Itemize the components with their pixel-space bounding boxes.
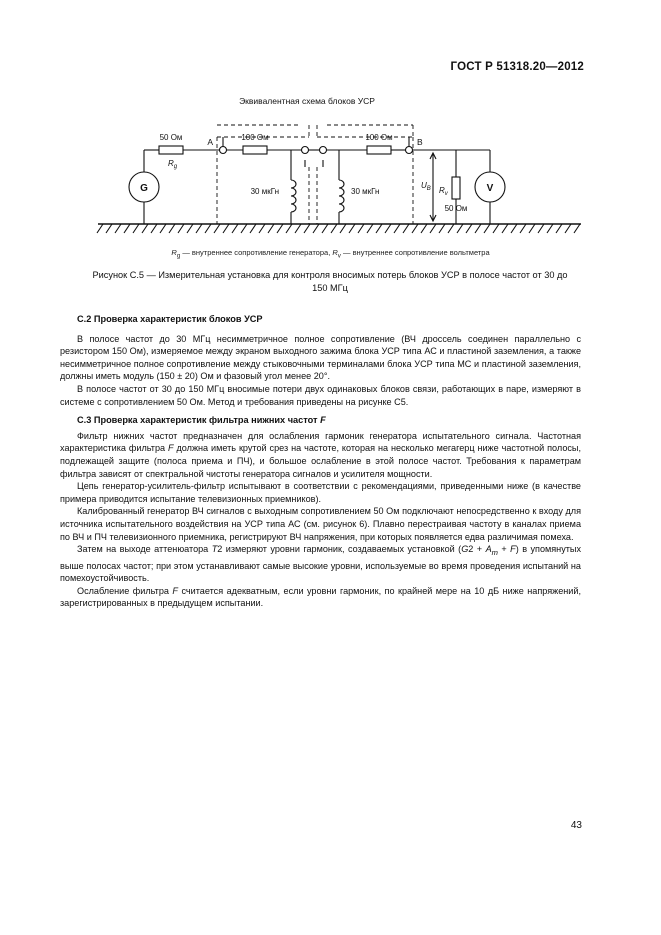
section-c3-paragraph: Ослабление фильтра F считается адекватным, если уровни гармоник, по крайней мере на 10 дБ ниже напряжений, зарегистрированных в предыдущем испытании.: [60, 585, 581, 609]
label-generator: G: [140, 183, 148, 194]
terminal-a: [220, 147, 227, 154]
label-rv: $R_v$: [439, 186, 448, 197]
label-rg: $R_g$: [168, 159, 178, 170]
terminal-b: [406, 147, 413, 154]
resistor-100-left: [243, 146, 267, 154]
section-c2-paragraph: В полосе частот от 30 до 150 МГц вносимые потери двух одинаковых блоков связи, работающих в паре, измеряют в системе с сопротивлением 50 Ом. Метод и требования приведены на рисунке С5.: [60, 383, 581, 407]
connector-mid-left: [302, 147, 309, 154]
page-number: 43: [570, 820, 582, 831]
figure-legend: $R_g$ — внутреннее сопротивление генератора, $R_v$ — внутреннее сопротивление вольтметра: [171, 248, 490, 260]
section-c3-paragraph: Калиброванный генератор ВЧ сигналов с выходным сопротивлением 50 Ом подключают непосредственно к входу для источника испытательного воздействия на УСР типа АС (см. рисунок 6). Плавно перестраивая частоту в каналах приема по ВЧ и ПЧ телевизионного приемника, регистрируют ВЧ напряжения, при которых появляется едва различимая помеха.: [60, 506, 581, 542]
label-terminal-a: A: [207, 137, 213, 147]
standard-header: ГОСТ Р 51318.20—2012: [450, 61, 584, 73]
circuit-figure: [95, 85, 585, 245]
label-voltmeter: V: [486, 183, 494, 194]
label-u: $U_B$: [421, 181, 431, 192]
section-c3-title: С.3 Проверка характеристик фильтра нижних частот F: [77, 415, 326, 426]
section-c3-paragraph: Фильтр нижних частот предназначен для ослабления гармоник генератора испытательного сигнала. Частотная характеристика фильтра F должна иметь крутой срез на частоте, которая на несколько мегагерц ниже частотной полосы, подлежащей защите (полоса приема и ПЧ), и большое ослабление в этой полосе частот. Требования к параметрам фильтра зависят от спектральной чистоты генератора сигналов и усилителя мощности.: [60, 430, 581, 479]
figure-title: Эквивалентная схема блоков УСР: [239, 96, 375, 106]
resistor-rg: [159, 146, 183, 154]
ground-hatch: [97, 224, 580, 233]
section-c3-paragraph: Затем на выходе аттенюатора Т2 измеряют уровни гармоник, создаваемых установкой $(G2 + A_m + F)$ в упомянутых выше полосах частот; при этом устанавливают самые высокие уровни, используемые во время проведения испытаний на помехоустойчивость.: [60, 544, 582, 584]
label-r-series-right: 100 Ом: [365, 133, 393, 142]
inductor-left: [291, 180, 296, 212]
section-c2-paragraph: В полосе частот до 30 МГц несимметричное полное сопротивление (ВЧ дроссель соединен параллельно с резистором 150 Ом), измеряемое между экраном выходного зажима блока УСР типа АС и пластиной заземления, а также несимметричное полное сопротивление между стыковочными терминалами блока УСР типа МС и пластиной заземления, должны иметь модуль (150 ± 20) Ом и фазовый угол менее 20°.: [60, 333, 581, 382]
label-inductor-right: 30 мкГн: [351, 187, 380, 196]
label-r-series-left: 100 Ом: [241, 133, 269, 142]
resistor-rv: [452, 177, 460, 199]
label-r-source: 50 Ом: [159, 133, 183, 142]
section-c2-title: С.2 Проверка характеристик блоков УСР: [77, 314, 263, 324]
connector-mid-right: [320, 147, 327, 154]
inductor-right: [339, 180, 344, 212]
figure-caption: Рисунок С.5 — Измерительная установка для контроля вносимых потерь блоков УСР в полосе частот от 30 до 150 МГц: [92, 270, 568, 293]
label-r-voltmeter: 50 Ом: [444, 204, 468, 213]
body-text: [60, 313, 581, 610]
resistor-100-right: [367, 146, 391, 154]
label-terminal-b: B: [417, 137, 423, 147]
label-inductor-left: 30 мкГн: [250, 187, 279, 196]
section-c3-paragraph: Цепь генератор-усилитель-фильтр испытывают в соответствии с рекомендациями, приведенными ниже (в качестве примера приводится испытание телевизионных приемников).: [60, 481, 581, 504]
